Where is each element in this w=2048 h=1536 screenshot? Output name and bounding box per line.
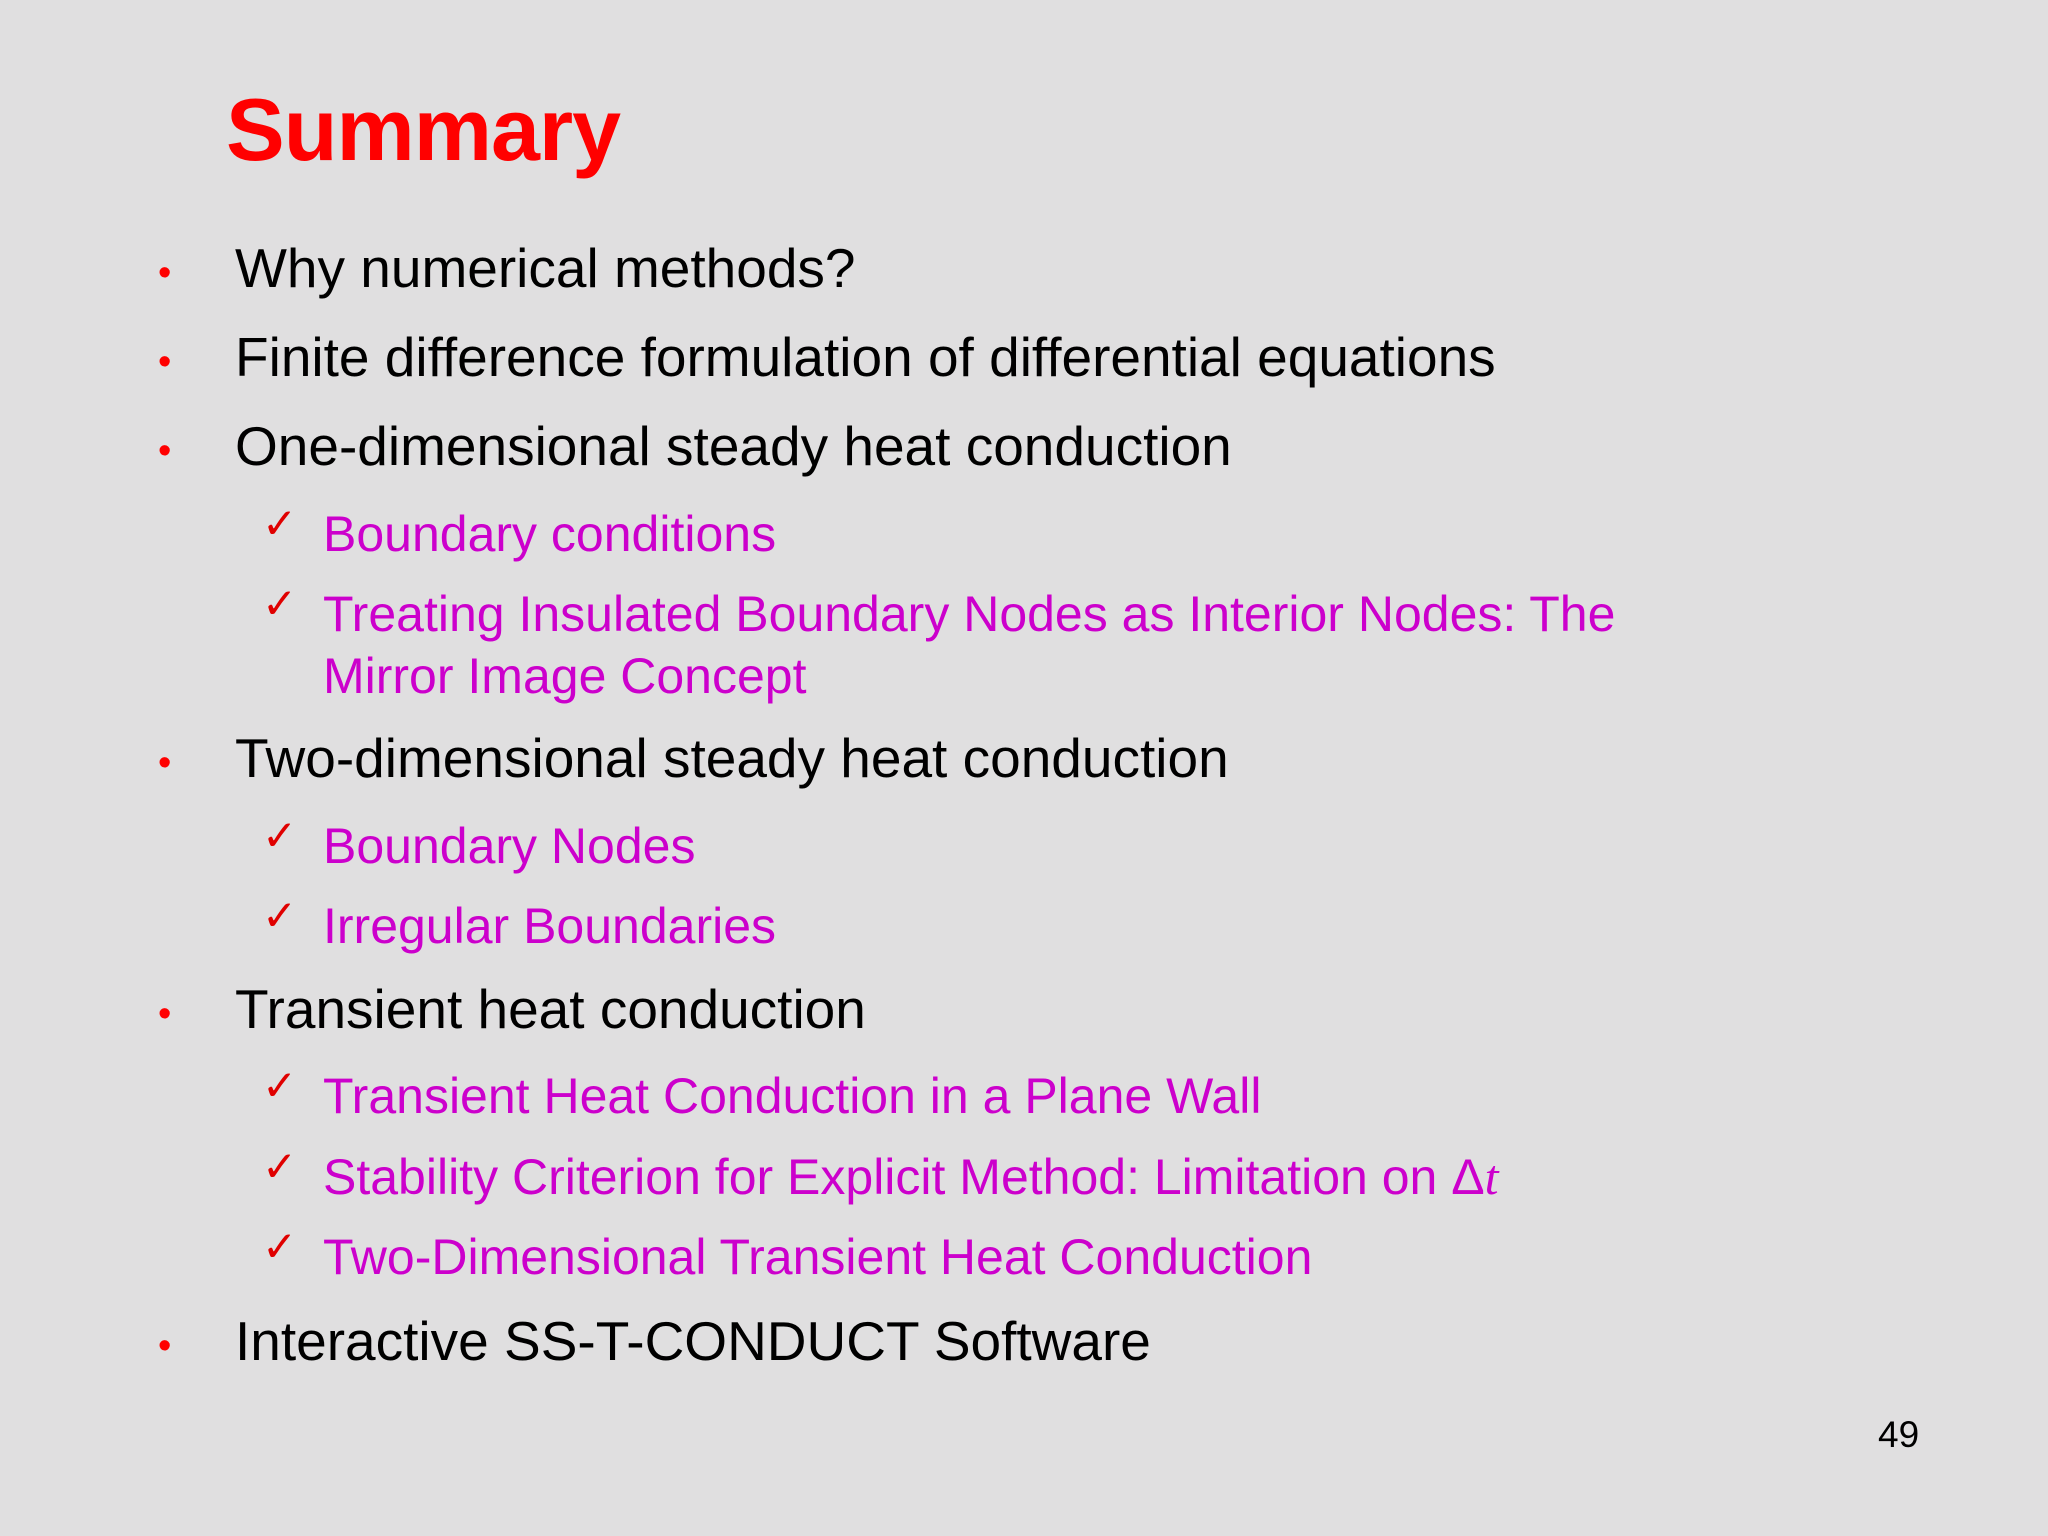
list-item-text: Interactive SS-T-CONDUCT Software [235, 1310, 1151, 1372]
bullet-dot-icon: • [158, 993, 172, 1035]
bullet-dot-icon: • [158, 1325, 172, 1367]
checkmark-icon: ✓ [262, 579, 298, 628]
checkmark-icon: ✓ [262, 891, 298, 940]
sub-list-item-text-main: Stability Criterion for Explicit Method: Limitation on [323, 1149, 1452, 1205]
sub-list-item-text: Transient Heat Conduction in a Plane Wall [323, 1068, 1262, 1124]
checkmark-icon: ✓ [262, 1222, 298, 1271]
list-item-text: Finite difference formulation of differential equations [235, 326, 1496, 388]
checkmark-icon: ✓ [262, 811, 298, 860]
delta-symbol: Δ [1451, 1149, 1485, 1205]
sub-list-item-text: Irregular Boundaries [323, 898, 777, 954]
list-item-text: Transient heat conduction [235, 978, 866, 1040]
bullet-dot-icon: • [158, 252, 172, 294]
checkmark-icon: ✓ [262, 1142, 298, 1191]
sub-list-item-text: Boundary conditions [323, 506, 777, 562]
list-item-text: Why numerical methods? [235, 237, 856, 299]
bullet-dot-icon: • [158, 742, 172, 784]
checkmark-icon: ✓ [262, 1061, 298, 1110]
time-variable: t [1484, 1149, 1499, 1205]
list-item-text: Two-dimensional steady heat conduction [235, 727, 1229, 789]
sub-list-item-text [323, 1146, 1723, 1208]
checkmark-icon: ✓ [262, 499, 298, 548]
sub-list-item-text: Boundary Nodes [323, 818, 696, 874]
sub-list-item-text: Two-Dimensional Transient Heat Conduction [323, 1229, 1313, 1285]
bullet-dot-icon: • [158, 430, 172, 472]
page-number: 49 [1878, 1414, 1920, 1455]
list-item-text: One-dimensional steady heat conduction [235, 415, 1232, 477]
bullet-dot-icon: • [158, 341, 172, 383]
sub-list-item-text: Treating Insulated Boundary Nodes as Interior Nodes: The Mirror Image Concept [323, 586, 1616, 704]
slide-title: Summary [226, 80, 621, 179]
